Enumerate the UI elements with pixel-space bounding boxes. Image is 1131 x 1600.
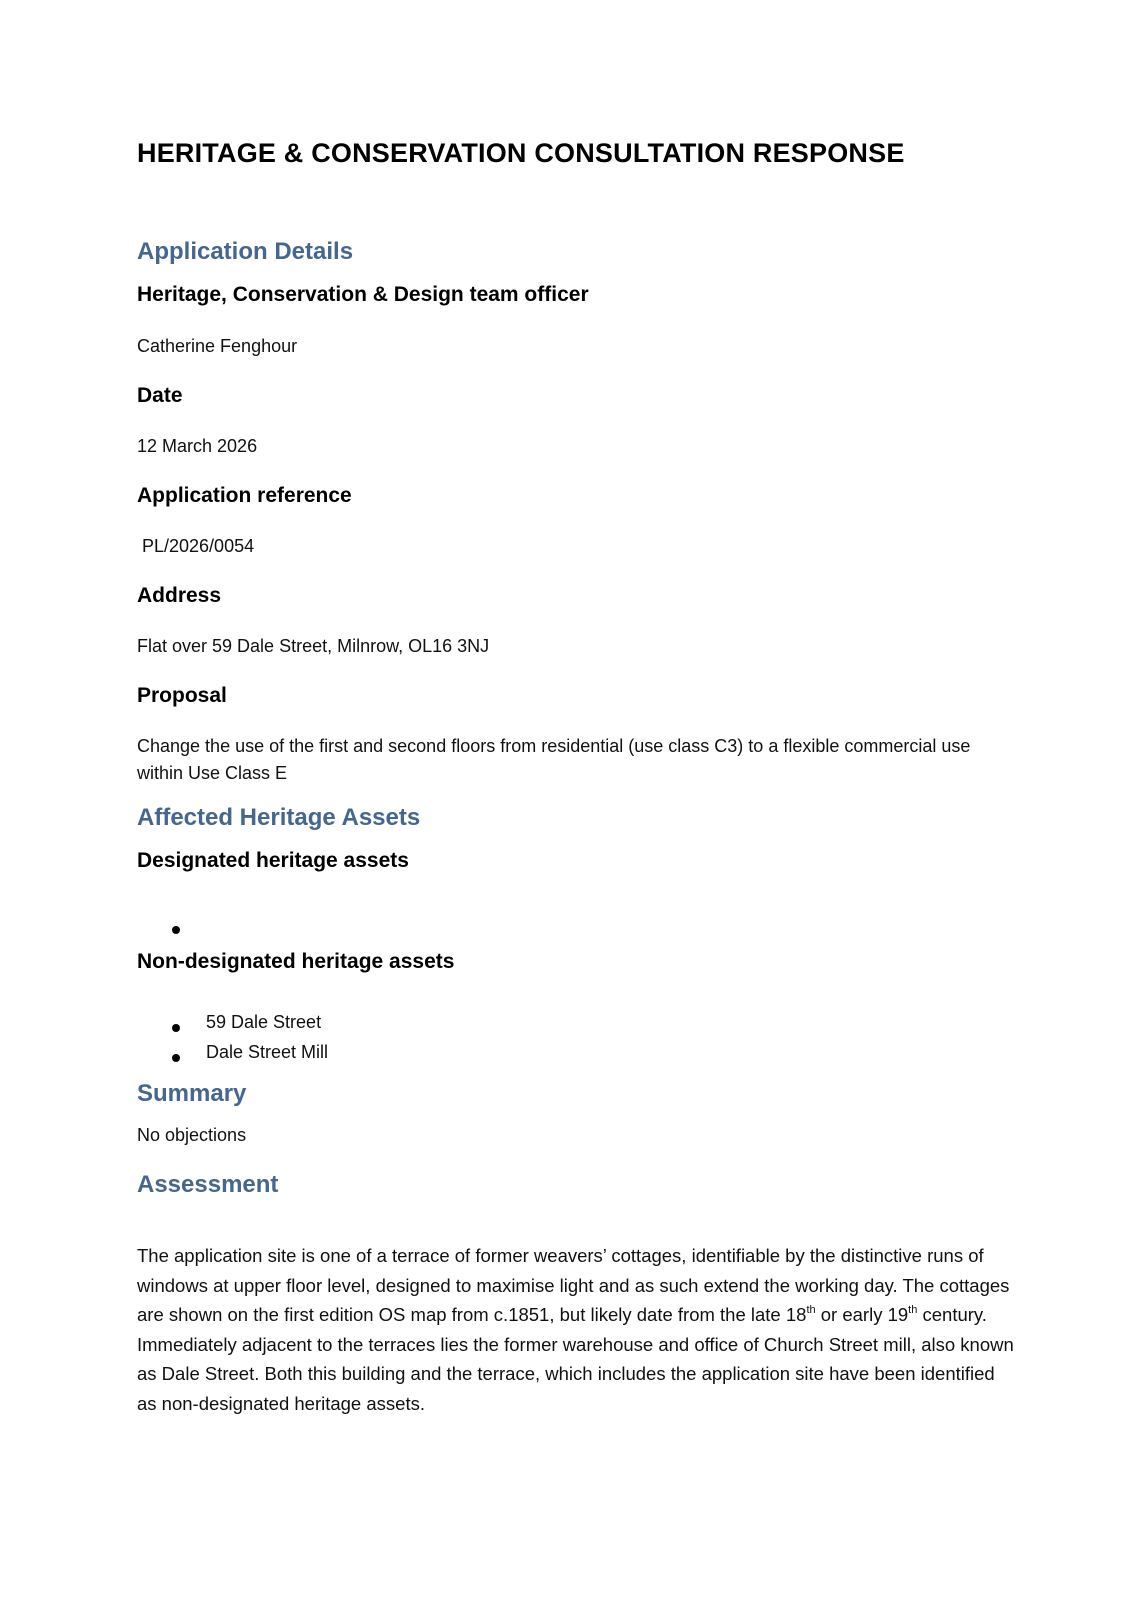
officer-value: Catherine Fenghour	[137, 336, 298, 356]
superscript-ordinal: th	[806, 1303, 816, 1316]
affected-assets-heading: Affected Heritage Assets	[137, 804, 421, 831]
application-details-heading: Application Details	[137, 238, 354, 265]
designated-bullet	[172, 926, 180, 934]
proposal-label: Proposal	[137, 684, 227, 707]
assessment-heading: Assessment	[137, 1171, 279, 1198]
assessment-text-part: The application site is one of a terrace of former weavers’ cottages, identifiable by the distinctive runs of windows at upper floor level, designed to maximise light and as such extend the working day. The cottages are shown on the first edition OS map from c.1851, but likely date from the late 18	[137, 1245, 1010, 1325]
date-label: Date	[137, 384, 183, 407]
assessment-paragraph	[137, 1241, 1017, 1418]
assessment-text-part: century. Immediately adjacent to the terraces lies the former warehouse and office of Church Street mill, also known as Dale Street. Both this building and the terrace, which includes the application site have been identified as non-designated heritage assets.	[137, 1304, 1014, 1414]
summary-text: No objections	[137, 1125, 247, 1145]
non-designated-bullet	[172, 1054, 180, 1062]
superscript-ordinal: th	[908, 1303, 918, 1316]
non-designated-bullet	[172, 1024, 180, 1032]
address-value: Flat over 59 Dale Street, Milnrow, OL16 3NJ	[137, 636, 490, 656]
non-designated-label: Non-designated heritage assets	[137, 950, 455, 973]
officer-label: Heritage, Conservation & Design team officer	[137, 283, 589, 306]
proposal-value: Change the use of the first and second floors from residential (use class C3) to a flexible commercial use within Use Class E	[137, 736, 971, 783]
designated-label: Designated heritage assets	[137, 849, 409, 872]
date-value: 12 March 2026	[137, 436, 258, 456]
reference-value: PL/2026/0054	[142, 536, 255, 556]
reference-label: Application reference	[137, 484, 352, 507]
assessment-text-part: or early 19	[815, 1304, 909, 1325]
summary-heading: Summary	[137, 1080, 247, 1107]
non-designated-item: 59 Dale Street	[206, 1012, 322, 1032]
non-designated-item: Dale Street Mill	[206, 1042, 329, 1062]
document-title: HERITAGE & CONSERVATION CONSULTATION RESPONSE	[137, 138, 905, 168]
address-label: Address	[137, 584, 222, 607]
